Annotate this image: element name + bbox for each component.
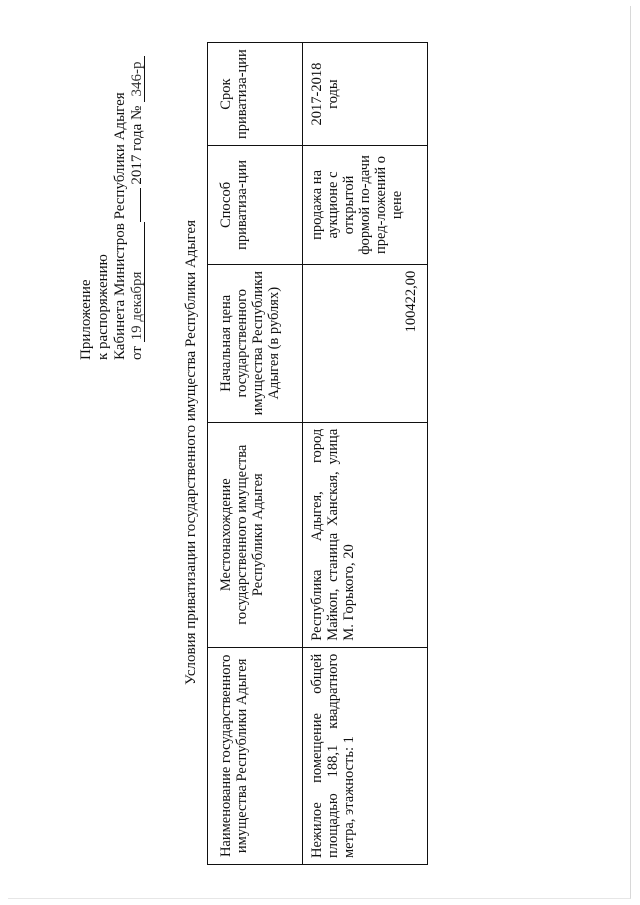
cell-method: продажа на аукционе с открытой формой по-дачи пред-ложений о цене bbox=[303, 146, 428, 265]
decree-number: 346-р bbox=[130, 56, 145, 102]
privatization-table bbox=[207, 42, 428, 865]
year-label: 2017 года № bbox=[129, 105, 145, 185]
header-price: Начальная цена государственного имущества Республики Адыгея (в рублях) bbox=[208, 264, 303, 422]
table-row bbox=[303, 43, 428, 865]
cell-price: 100422,00 bbox=[303, 264, 428, 422]
cell-name: Нежилое помещение общей площадью 188,1 квадратного метра, этажность: 1 bbox=[303, 647, 428, 864]
appendix-line-1: Приложение bbox=[78, 279, 94, 360]
cell-location: Республика Адыгея, город Майкоп, станица Ханская, улица М. Горького, 20 bbox=[303, 422, 428, 647]
table-header-row bbox=[208, 43, 303, 865]
document-title: Условия приватизации государственного имущества Республики Адыгея bbox=[183, 220, 199, 685]
from-label: от bbox=[129, 346, 145, 360]
decree-date: 19 декабря bbox=[130, 222, 145, 342]
header-method: Способ приватиза-ции bbox=[208, 146, 303, 265]
header-name: Наименование государственного имущества Республики Адыгея bbox=[208, 647, 303, 864]
appendix-line-2: к распоряжению bbox=[95, 254, 111, 360]
header-term: Срок приватиза-ции bbox=[208, 43, 303, 146]
appendix-line-3: Кабинета Министров Республики Адыгея bbox=[112, 92, 128, 360]
appendix-block bbox=[78, 30, 146, 360]
date-blank-line bbox=[140, 188, 141, 222]
header-location: Местонахождение государственного имущества Республики Адыгея bbox=[208, 422, 303, 647]
appendix-date-line bbox=[129, 30, 146, 360]
cell-term: 2017-2018 годы bbox=[303, 43, 428, 146]
